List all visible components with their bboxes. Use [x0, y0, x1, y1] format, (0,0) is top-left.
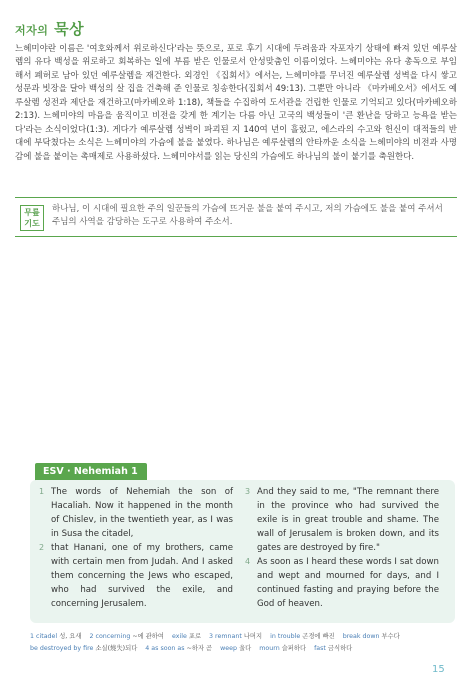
- footnote-term: mourn: [259, 644, 280, 652]
- footnote-meaning: ~에 관하여: [132, 633, 164, 640]
- prayer-box: [15, 197, 457, 237]
- esv-column-left: [39, 485, 233, 611]
- footnote-term: weep: [220, 644, 238, 652]
- title-main: 묵상: [54, 20, 85, 38]
- section-title: [15, 18, 84, 39]
- footnote-meaning: 소실(燒失)되다: [95, 644, 138, 652]
- footnote-meaning: 나머지: [243, 633, 263, 640]
- verse: [39, 541, 233, 611]
- footnote: [220, 645, 251, 652]
- verse-number: 2: [39, 543, 45, 553]
- footnote-meaning: 성, 요새: [59, 633, 82, 640]
- vocabulary-footnotes: [30, 631, 450, 654]
- footnote-meaning: ~하자 곧: [186, 644, 213, 652]
- footnote-term: 3 remnant: [209, 633, 242, 640]
- esv-column-right: [245, 485, 439, 611]
- footnote: [30, 633, 81, 640]
- page-number: 15: [432, 664, 445, 675]
- footnote-term: in trouble: [270, 633, 301, 640]
- footnote: [89, 633, 163, 640]
- footnote-meaning: 포로: [188, 633, 202, 640]
- footnote-meaning: 부수다: [381, 633, 400, 640]
- footnote-meaning: 슬퍼하다: [281, 644, 307, 652]
- footnote: [314, 645, 352, 652]
- footnote-term: exile: [171, 633, 187, 640]
- verse-text: The words of Nehemiah the son of Hacaliah. Now it happened in the month of Chislev, in the twentieth year, as I was in Susa the citadel,: [51, 487, 233, 540]
- footnote-meaning: 금식하다: [327, 644, 353, 652]
- meditation-paragraph: 느헤미야란 이름은 '여호와께서 위로하신다'라는 뜻으로, 포로 후기 시대에 두려움과 자포자기 상태에 빠져 있던 예루살렘의 유다 백성을 위로하고 회복하는 일에 부름 받은 인물로서 안성맞춤인 이름이었다. 느헤미야는 유다 총독으로 부임해서 폐허로 남아 있던 예루살렘을 재건한다. 외경인 《집회서》에서는, 느헤미야를 무너진 예루살렘 성벽을 다시 쌓고 성문과 빗장을 달아 백성의 살 집을 건축해 준 인물로 칭송한다(집회서 49:13). 그뿐만 아니라 《마카베오서》에서도 예루살렘 성전과 제단을 재건하고(마카베오하 1:18), 책들을 수집하여 도서관을 건립한 인물로 기억되고 있다(마카베오하 2:13). 느헤미야의 마음을 움직이고 비전을 갖게 한 계기는 다름 아닌 고국의 백성들이 '큰 환난을 당하고 능욕을 받는다'라는 소식이었다(1:3). 게다가 예루살렘 성벽이 파괴된 지 140여 년이 흘렀고, 에스라의 수고와 헌신이 대적들의 반대에 부닥쳤다는 소식은 느헤미야의 가슴에 불을 붙였다. 하나님은 예루살렘의 안타까운 소식을 느헤미야의 비전과 사명감에 불을 붙이는 촉매제로 사용하셨다. 느헤미야서를 읽는 당신의 가슴에도 하나님의 불이 붙기를 축원한다.: [15, 44, 457, 162]
- prayer-text: 하나님, 이 시대에 필요한 주의 일꾼들의 가슴에 뜨거운 불을 붙여 주시고, 저의 가슴에도 불을 붙여 주셔서 주님의 사역을 감당하는 도구로 사용하여 주소서.: [52, 204, 443, 227]
- footnote-term: 1 citadel: [30, 633, 58, 640]
- verse-number: 4: [245, 557, 251, 567]
- footnote-term: fast: [314, 644, 326, 652]
- verse-text: that Hanani, one of my brothers, came with certain men from Judah. And I asked them concerning the Jews who escaped, who had survived the exile, and concerning Jerusalem.: [51, 543, 233, 610]
- footnote-term: be destroyed by fire: [30, 644, 94, 652]
- verse-number: 3: [245, 487, 251, 496]
- footnote: [343, 633, 400, 640]
- footnote-term: break down: [342, 633, 380, 640]
- verse-text: As soon as I heard these words I sat down and wept and mourned for days, and I continued fasting and praying before the God of heaven.: [257, 557, 439, 610]
- footnote: [30, 645, 137, 652]
- footnote: [259, 645, 306, 652]
- esv-tab: ESV · Nehemiah 1: [35, 463, 147, 481]
- verse-number: 1: [39, 487, 45, 496]
- verse: [245, 485, 439, 555]
- verse-text: And they said to me, "The remnant there in the province who had survived the exile is in great trouble and shame. The wall of Jerusalem is broken down, and its gates are destroyed by fire.": [257, 487, 439, 554]
- footnote-term: 2 concerning: [89, 633, 131, 640]
- verse: [245, 555, 439, 611]
- title-prefix: 저자의: [15, 24, 49, 37]
- footnote-meaning: 울다: [239, 644, 252, 652]
- footnote: [270, 633, 335, 640]
- footnote: [209, 633, 262, 640]
- verse: [39, 485, 233, 541]
- footnote-meaning: 곤경에 빠진: [302, 633, 335, 640]
- footnote-term: 4 as soon as: [145, 644, 185, 652]
- footnote: [145, 645, 212, 652]
- footnote: [172, 633, 201, 640]
- prayer-label: 무릎 기도: [20, 205, 44, 231]
